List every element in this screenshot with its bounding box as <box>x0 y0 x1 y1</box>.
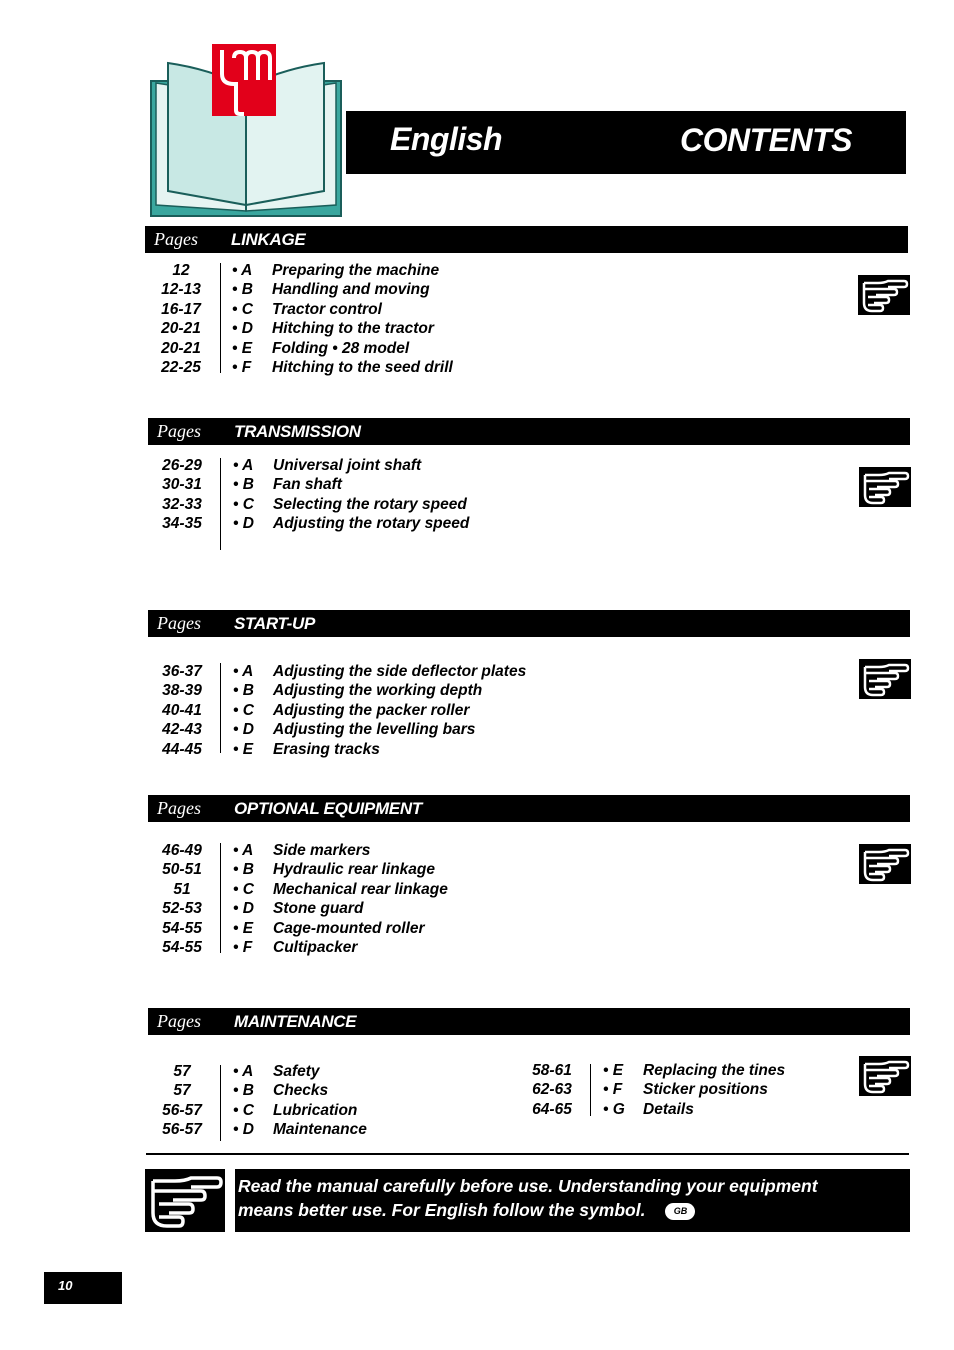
entry-text: Adjusting the side deflector plates <box>273 663 527 680</box>
entry-text: Checks <box>273 1082 329 1100</box>
section-title: LINKAGE <box>231 230 306 249</box>
list-item <box>147 740 847 759</box>
entry-text: Replacing the tines <box>643 1062 786 1079</box>
list-item <box>146 339 846 358</box>
entry-text: Lubrication <box>273 1101 358 1119</box>
entry-pages: 12-13 <box>161 281 201 299</box>
entry-pages: 46-49 <box>162 842 202 859</box>
entry-pages: 16-17 <box>161 300 201 318</box>
entry-text: Hydraulic rear linkage <box>273 861 435 879</box>
language-label: English <box>390 121 503 157</box>
entry-text: Adjusting the rotary speed <box>273 515 470 533</box>
entry-letter: • B <box>233 682 254 700</box>
section-header-maintenance <box>148 1008 910 1035</box>
entry-pages: 52-53 <box>162 900 202 918</box>
pointing-hand-icon <box>859 844 911 884</box>
list-item <box>147 1101 507 1120</box>
section-header-start-up <box>148 610 910 637</box>
entry-pages: 58-61 <box>532 1062 572 1079</box>
pointing-hand-icon <box>859 659 911 699</box>
pages-label: Pages <box>157 421 201 441</box>
entry-letter: • F <box>603 1081 623 1099</box>
list-item <box>147 1081 507 1100</box>
entry-pages: 42-43 <box>162 721 202 739</box>
list-item <box>147 880 847 899</box>
entry-letter: • C <box>233 701 254 719</box>
pages-label: Pages <box>157 613 201 633</box>
pointing-hand-icon <box>858 275 910 315</box>
list-item <box>147 495 847 514</box>
entry-letter: • A <box>233 663 254 680</box>
entry-text: Handling and moving <box>272 281 430 299</box>
entry-letter: • E <box>232 339 253 357</box>
entry-text: Safety <box>273 1063 320 1080</box>
entry-letter: • C <box>233 1101 254 1119</box>
section-entries-optional-equipment <box>147 841 847 957</box>
list-item <box>147 701 847 720</box>
entry-text: Cultipacker <box>273 938 358 956</box>
entry-text: Adjusting the working depth <box>273 682 483 700</box>
list-item <box>147 1120 507 1139</box>
entry-pages: 38-39 <box>162 682 202 700</box>
list-item <box>517 1080 847 1099</box>
entry-pages: 36-37 <box>162 663 202 680</box>
entry-text: Tractor control <box>272 300 382 318</box>
entry-letter: • A <box>233 842 254 859</box>
list-item <box>147 514 847 533</box>
entry-text: Hitching to the tractor <box>272 320 434 338</box>
list-item <box>147 456 847 475</box>
entry-text: Stone guard <box>273 900 364 918</box>
entry-letter: • C <box>233 880 254 898</box>
entry-pages: 54-55 <box>162 919 202 937</box>
list-item <box>146 319 846 338</box>
divider-line <box>146 1153 909 1155</box>
entry-text: Maintenance <box>273 1121 367 1139</box>
entry-text: Hitching to the seed drill <box>272 358 453 376</box>
entry-letter: • A <box>233 1063 254 1080</box>
entry-pages: 32-33 <box>162 495 202 513</box>
entry-letter: • E <box>233 919 254 937</box>
entry-pages: 57 <box>173 1082 191 1100</box>
entry-letter: • D <box>233 1121 254 1139</box>
section-entries-transmission <box>147 456 847 534</box>
pages-label: Pages <box>157 798 201 818</box>
entry-pages: 40-41 <box>162 701 202 719</box>
section-header-optional-equipment <box>148 795 910 822</box>
entry-letter: • B <box>233 476 254 494</box>
brand-logo <box>212 44 276 116</box>
section-entries-maintenance-left <box>147 1062 507 1140</box>
list-item <box>146 261 846 280</box>
entry-pages: 26-29 <box>162 457 202 474</box>
entry-letter: • G <box>603 1100 625 1118</box>
entry-pages: 62-63 <box>532 1081 572 1099</box>
entry-pages: 57 <box>173 1063 191 1080</box>
entry-text: Details <box>643 1100 694 1118</box>
list-item <box>146 358 846 377</box>
list-item <box>147 1062 507 1081</box>
list-item <box>146 300 846 319</box>
entry-letter: • E <box>603 1062 624 1079</box>
section-title: MAINTENANCE <box>234 1012 357 1031</box>
entry-pages: 56-57 <box>162 1101 202 1119</box>
list-item <box>147 919 847 938</box>
section-entries-maintenance-right <box>517 1061 847 1119</box>
list-item <box>147 841 847 860</box>
page-number-box <box>44 1272 122 1304</box>
entry-pages: 20-21 <box>161 339 201 357</box>
gb-badge: GB <box>665 1203 695 1220</box>
entry-letter: • D <box>233 900 254 918</box>
entry-text: Folding • 28 model <box>272 339 410 357</box>
notice-text <box>238 1174 898 1222</box>
entry-text: Adjusting the packer roller <box>273 701 470 719</box>
entry-text: Preparing the machine <box>272 262 440 279</box>
entry-text: Erasing tracks <box>273 740 380 758</box>
entry-letter: • E <box>233 740 254 758</box>
notice-line-2 <box>238 1198 898 1222</box>
section-header-transmission <box>148 418 910 445</box>
list-item <box>517 1061 847 1080</box>
section-entries-start-up <box>147 662 847 759</box>
entry-letter: • C <box>233 495 254 513</box>
entry-pages: 51 <box>173 880 191 898</box>
entry-pages: 50-51 <box>162 861 202 879</box>
entry-text: Fan shaft <box>273 476 342 494</box>
entry-letter: • B <box>233 861 254 879</box>
entry-pages: 54-55 <box>162 938 202 956</box>
entry-letter: • B <box>232 281 253 299</box>
list-item <box>517 1100 847 1119</box>
entry-text: Selecting the rotary speed <box>273 495 467 513</box>
entry-letter: • D <box>233 515 254 533</box>
entry-letter: • F <box>233 938 253 956</box>
entry-letter: • D <box>233 721 254 739</box>
entry-pages: 64-65 <box>532 1100 572 1118</box>
pointing-hand-icon <box>145 1169 225 1232</box>
entry-text: Side markers <box>273 842 371 859</box>
page-number: 10 <box>58 1278 73 1293</box>
entry-text: Universal joint shaft <box>273 457 422 474</box>
entry-pages: 56-57 <box>162 1121 202 1139</box>
entry-pages: 44-45 <box>162 740 202 758</box>
list-item <box>147 938 847 957</box>
pages-label: Pages <box>154 229 198 249</box>
entry-text: Sticker positions <box>643 1081 768 1099</box>
entry-pages: 34-35 <box>162 515 202 533</box>
entry-pages: 20-21 <box>161 320 201 338</box>
list-item <box>147 662 847 681</box>
entry-letter: • A <box>232 262 253 279</box>
pages-label: Pages <box>157 1011 201 1031</box>
section-entries-linkage <box>146 261 846 377</box>
list-item <box>147 475 847 494</box>
list-item <box>147 899 847 918</box>
pointing-hand-icon <box>859 467 911 507</box>
entry-letter: • F <box>232 358 252 376</box>
entry-pages: 12 <box>172 262 190 279</box>
entry-letter: • D <box>232 320 253 338</box>
entry-text: Adjusting the levelling bars <box>273 721 476 739</box>
list-item <box>147 860 847 879</box>
entry-pages: 30-31 <box>162 476 202 494</box>
entry-letter: • C <box>232 300 253 318</box>
section-title: START-UP <box>234 614 316 633</box>
entry-text: Mechanical rear linkage <box>273 880 448 898</box>
section-title: TRANSMISSION <box>234 422 361 441</box>
entry-letter: • A <box>233 457 254 474</box>
list-item <box>147 681 847 700</box>
section-title: OPTIONAL EQUIPMENT <box>234 799 422 818</box>
notice-line-1: Read the manual carefully before use. Understanding your equipment <box>238 1176 818 1196</box>
notice-line-2-text: means better use. For English follow the symbol. <box>238 1200 646 1220</box>
entry-text: Cage-mounted roller <box>273 919 425 937</box>
entry-pages: 22-25 <box>161 358 201 376</box>
list-item <box>146 280 846 299</box>
entry-letter: • B <box>233 1082 254 1100</box>
section-header-linkage <box>145 226 908 253</box>
pointing-hand-icon <box>859 1056 911 1096</box>
list-item <box>147 720 847 739</box>
page-title: CONTENTS <box>680 122 852 158</box>
